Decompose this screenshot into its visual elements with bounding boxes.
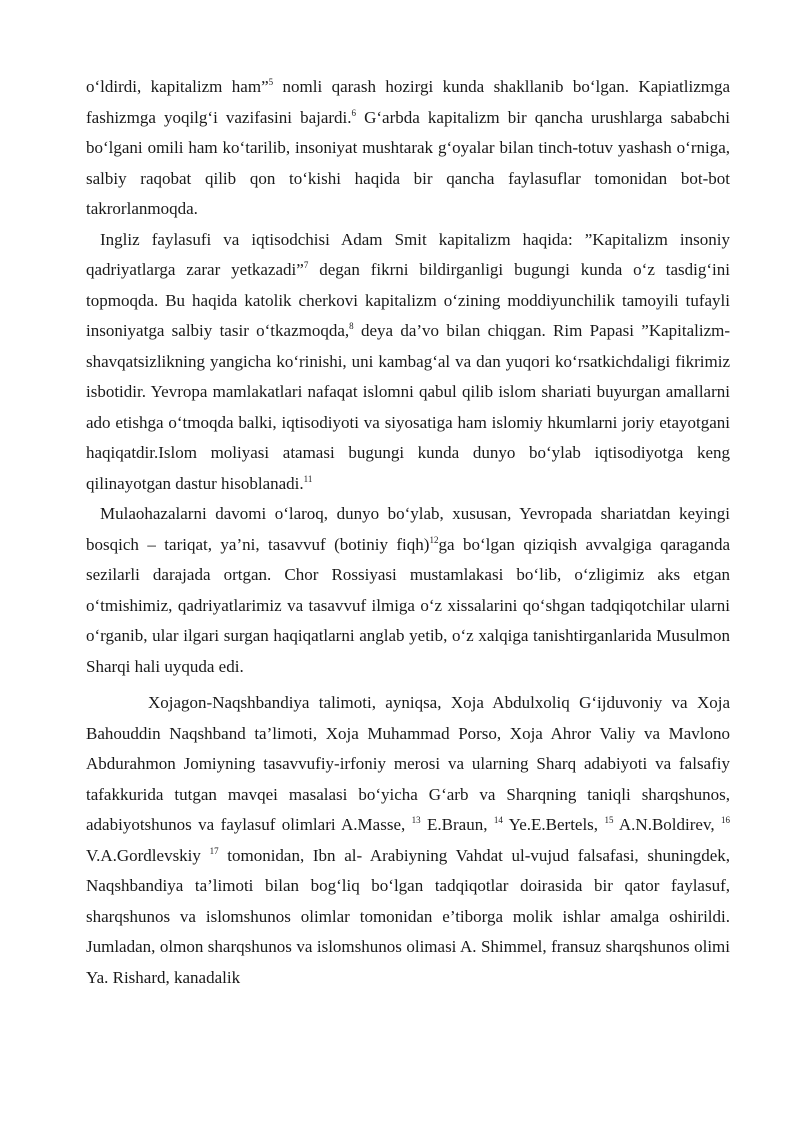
text-run: tomonidan, Ibn al- Arabiyning Vahdat ul-vujud falsafasi, shuningdek, Naqshbandiya ta’limoti bilan bog‘liq bo‘lgan tadqiqotlar doirasida bir qator faylasuf, sharqshunos va islomshunos olimlar tomonidan e’tiborga molik ishlar amalga oshirildi. Jumladan, olmon sharqshunos va islomshunos olimasi A. Shimmel, fransuz sharqshunos olimi Ya. Rishard, kanadalik: [86, 845, 730, 987]
footnote-ref: 13: [411, 815, 421, 825]
text-run: E.Braun,: [420, 815, 494, 834]
text-run: V.A.Gordlevskiy: [86, 845, 210, 865]
text-run: A.N.Boldirev,: [613, 815, 721, 834]
text-run: Xojagon-Naqshbandiya talimoti, ayniqsa, Xoja Abdulxoliq G‘ijduvoniy va Xoja Bahouddin Naqshband ta’limoti, Xoja Muhammad Porso, Xoja Ahror Valiy va Mavlono Abdurahmon Jomiyning tasavvufiy-irfoniy merosi va ularning Sharq adabiyoti va falsafiy tafakkurida tutgan mavqei masalasi bo‘yicha G‘arb va Sharqning taniqli sharqshunos, adabiyotshunos va faylasuf olimlari A.Masse,: [86, 693, 730, 834]
paragraph: [86, 499, 730, 682]
footnote-ref: 8: [349, 321, 354, 331]
footnote-ref: 15: [604, 815, 614, 825]
paragraph: [86, 225, 730, 500]
text-run: Ingliz faylasufi va iqtisodchisi Adam Smit kapitalizm haqida: ”Kapitalizm insoniy qadriyatlarga zarar yetkazadi”: [86, 229, 730, 279]
footnote-ref: 16: [721, 815, 730, 825]
footnote-ref: 12: [429, 534, 439, 545]
paragraph: [86, 72, 730, 225]
text-run: ga bo‘lgan qiziqish avvalgiga qaraganda sezilarli darajada ortgan. Chor Rossiyasi mustamlakasi bo‘lib, o‘zligimiz aks etgan o‘tmishimiz, qadriyatlarimiz va tasavvuf ilmiga o‘z xissalarini qo‘shgan tadqiqotchilar ularni o‘rganib, ular ilgari surgan haqiqatlarni anglab yetib, o‘z xalqiga tanishtirganlarida Musulmon Sharqi hali uyquda edi.: [86, 534, 731, 676]
text-run: Ye.E.Bertels,: [502, 815, 605, 834]
text-run: o‘ldirdi, kapitalizm ham”: [86, 77, 269, 96]
text-run: G‘arbda kapitalizm bir qancha urushlarga sababchi bo‘lgani omili ham ko‘tarilib, insoniyat mushtarak g‘oyalar bilan tinch-totuv yashash o‘rniga, salbiy raqobat qilib qon to‘kishi haqida bir qancha faylasuflar tomonidan bot-bot takrorlanmoqda.: [86, 107, 730, 218]
footnote-ref: 11: [303, 473, 313, 484]
footnote-ref: 6: [351, 107, 357, 118]
body-text: [86, 72, 730, 993]
text-run: Mulaohazalarni davomi o‘laroq, dunyo bo‘ylab, xususan, Yevropada shariatdan keyingi bosqich – tariqat, ya’ni, tasavvuf (botiniy fiqh): [86, 504, 730, 554]
text-run: degan fikrni bildirganligi bugungi kunda o‘z tasdig‘ini topmoqda. Bu haqida katolik cherkovi kapitalizm o‘zining moddiyunchilik tamoyili tufayli insoniyatga salbiy tasir o‘tkazmoqda,: [86, 260, 730, 340]
text-run: deya da’vo bilan chiqgan. Rim Papasi ”Kapitalizm-shavqatsizlikning yangicha ko‘rinishi, uni kambag‘al va dan yuqori ko‘rsatkichdaligi fikrimiz isbotidir. Yevropa mamlakatlari nafaqat islomni qabul qilib islom shariati buyurgan amallarni ado etishga o‘tmoqda balki, iqtisodiyoti va siyosatiga ham islomiy hkumlarni joriy etayotgani haqiqatdir.Islom moliyasi atamasi bugungi kunda dunyo bo‘ylab iqtisodiyotga keng qilinayotgan dastur hisoblanadi.: [86, 321, 731, 493]
text-run: nomli qarash hozirgi kunda shakllanib bo‘lgan. Kapiatlizmga fashizmga yoqilg‘i vazifasini bajardi.: [86, 77, 731, 127]
footnote-ref: 7: [303, 260, 309, 270]
footnote-ref: 14: [493, 815, 503, 825]
paragraph: [86, 688, 730, 993]
footnote-ref: 5: [268, 77, 274, 87]
footnote-ref: 17: [209, 845, 219, 856]
